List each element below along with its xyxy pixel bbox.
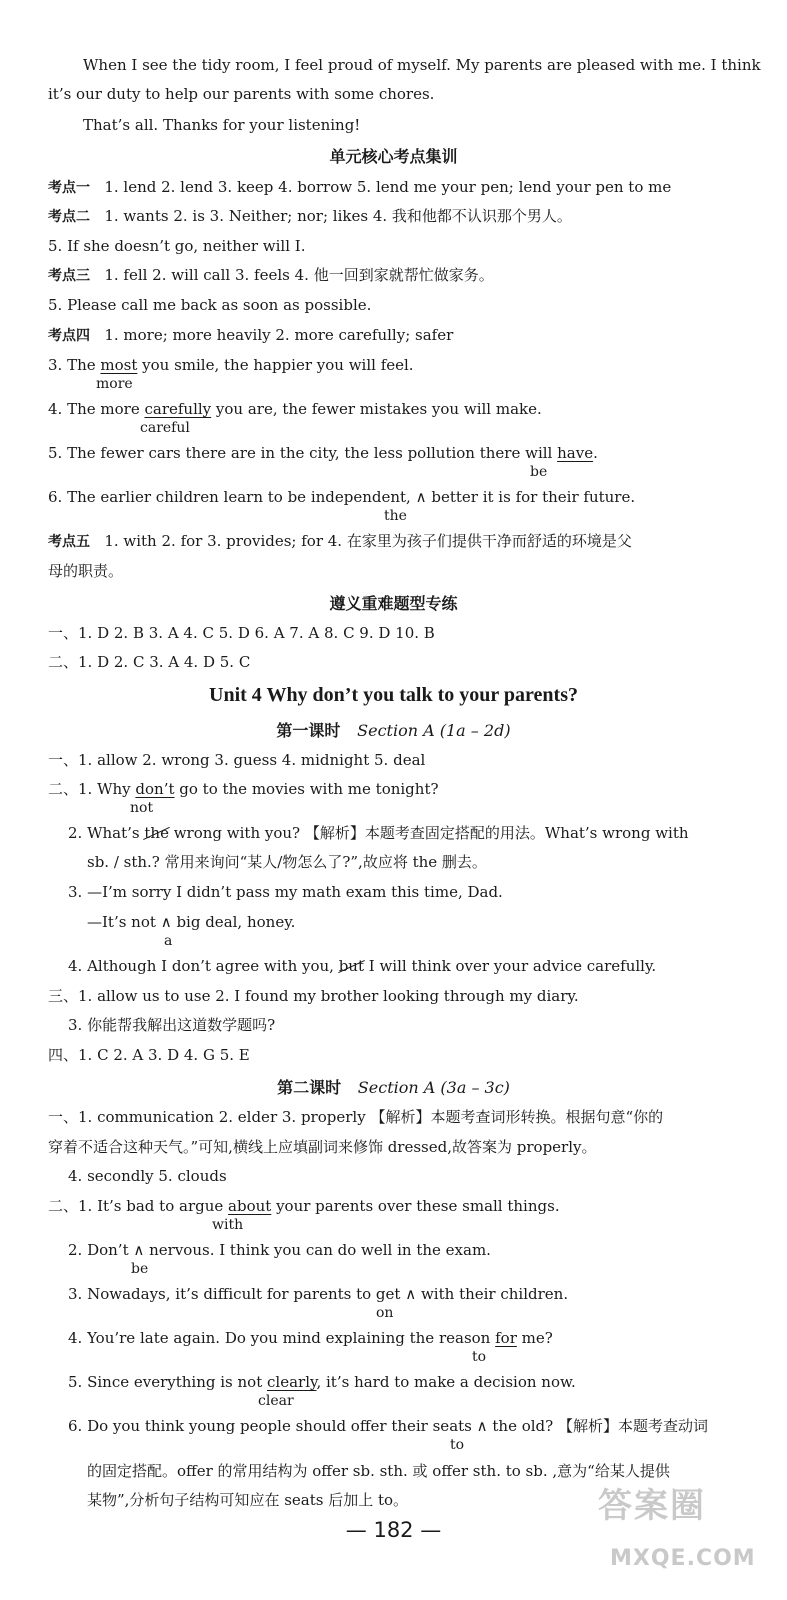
- kaodian-1: [48, 177, 671, 198]
- correction-sentence: 4. You’re late again. Do you mind explaining the reason for me?: [68, 1329, 553, 1347]
- kaodian-4: [48, 325, 453, 346]
- correction-word: to: [450, 1437, 465, 1453]
- watermark-text-bottom: MXQE.COM: [610, 1546, 756, 1571]
- page-number: — 182 —: [345, 1518, 442, 1542]
- explanation-line: 的固定搭配。offer 的常用结构为 offer sb. sth. 或 offer sth. to sb. ,意为“给某人提供: [87, 1462, 670, 1480]
- correction-sentence: 2. What’s the wrong with you? 【解析】本题考查固定搭配的用法。What’s wrong with: [68, 824, 689, 842]
- correction-sentence: 3. Nowadays, it’s difficult for parents to get ∧ with their children.: [68, 1285, 569, 1303]
- correction-sentence: 2. Don’t ∧ nervous. I think you can do well in the exam.: [68, 1241, 491, 1259]
- correction-sentence: 6. The earlier children learn to be independent, ∧ better it is for their future.: [48, 488, 636, 506]
- watermark-logo: [598, 1470, 778, 1590]
- correction-word: a: [164, 933, 173, 949]
- watermark-text-top: 答案圈: [598, 1486, 706, 1526]
- error-word: don’t: [135, 780, 175, 798]
- correction-sentence: 4. Although I don’t agree with you, but I will think over your advice carefully.: [68, 957, 657, 975]
- correction-sentence: 3. The most you smile, the happier you will feel.: [48, 356, 414, 374]
- kaodian-answers: 1. with 2. for 3. provides; for 4. 在家里为孩子们提供干净而舒适的环境是父: [104, 532, 632, 550]
- insertion-caret-icon: ∧: [160, 913, 172, 931]
- correction-word: be: [530, 464, 548, 480]
- lesson-2-part-1: 一、1. communication 2. elder 3. properly 【解析】本题考查词形转换。根据句意“你的: [48, 1108, 664, 1126]
- intro-line-3: That’s all. Thanks for your listening!: [83, 116, 361, 134]
- insertion-caret-icon: ∧: [405, 1285, 417, 1303]
- correction-sentence: 6. Do you think young people should offer their seats ∧ the old? 【解析】本题考查动词: [68, 1417, 708, 1435]
- insertion-caret-icon: ∧: [133, 1241, 145, 1259]
- error-word: carefully: [144, 400, 212, 418]
- correction-sentence: 二、1. It’s bad to argue about your parents over these small things.: [48, 1197, 560, 1215]
- kaodian-answers: 1. lend 2. lend 3. keep 4. borrow 5. lend me your pen; lend your pen to me: [104, 178, 672, 196]
- explanation-line: sb. / sth.? 常用来询问“某人/物怎么了?”,故应将 the 删去。: [87, 853, 487, 871]
- correction-sentence: —It’s not ∧ big deal, honey.: [87, 913, 296, 931]
- kaodian-label: 考点二: [48, 209, 90, 225]
- kaodian-label: 考点五: [48, 534, 90, 550]
- deleted-word: the: [144, 824, 169, 842]
- section-heading-unit-review: 单元核心考点集训: [329, 147, 458, 166]
- correction-word: careful: [140, 420, 190, 436]
- kaodian-answers: 1. more; more heavily 2. more carefully; safer: [104, 326, 454, 344]
- kaodian-answers: 1. wants 2. is 3. Neither; nor; likes 4. 我和他都不认识那个男人。: [104, 207, 572, 225]
- kaodian-2-item-5: 5. If she doesn’t go, neither will I.: [48, 237, 306, 255]
- intro-line-1: When I see the tidy room, I feel proud of myself. My parents are pleased with me. I think: [83, 56, 761, 74]
- correction-word: be: [131, 1261, 149, 1277]
- kaodian-label: 考点四: [48, 328, 90, 344]
- correction-word: with: [212, 1217, 244, 1233]
- kaodian-5: [48, 531, 632, 552]
- kaodian-3: [48, 265, 494, 286]
- correction-word: not: [130, 800, 154, 816]
- lesson-1-part-1: 一、1. allow 2. wrong 3. guess 4. midnight 5. deal: [48, 751, 426, 769]
- correction-sentence: 5. The fewer cars there are in the city, the less pollution there will have.: [48, 444, 598, 462]
- correction-word: clear: [258, 1393, 294, 1409]
- lesson-2-title: 第二课时 Section A (3a – 3c): [277, 1078, 510, 1097]
- kaodian-2: [48, 206, 572, 227]
- kaodian-answers: 1. fell 2. will call 3. feels 4. 他一回到家就帮忙做家务。: [104, 266, 494, 284]
- correction-word: more: [96, 376, 133, 392]
- section-heading-zunyi: 遵义重难题型专练: [329, 594, 458, 613]
- deleted-word: but: [338, 957, 364, 975]
- lesson-1-part-3: 三、1. allow us to use 2. I found my brother looking through my diary.: [48, 987, 579, 1005]
- error-word: clearly: [267, 1373, 317, 1391]
- error-word: have: [557, 444, 594, 462]
- lesson-2-part-1-items: 4. secondly 5. clouds: [68, 1167, 227, 1185]
- correction-word: to: [472, 1349, 487, 1365]
- zunyi-part-1: 一、1. D 2. B 3. A 4. C 5. D 6. A 7. A 8. C 9. D 10. B: [48, 624, 435, 642]
- kaodian-label: 考点三: [48, 268, 90, 284]
- explanation-line: 穿着不适合这种天气。”可知,横线上应填副词来修饰 dressed,故答案为 properly。: [48, 1138, 597, 1156]
- lesson-1-part-3-item-3: 3. 你能帮我解出这道数学题吗?: [68, 1016, 276, 1034]
- correction-word: on: [376, 1305, 394, 1321]
- intro-line-2: it’s our duty to help our parents with some chores.: [48, 85, 435, 103]
- correction-sentence: 二、1. Why don’t go to the movies with me tonight?: [48, 780, 439, 798]
- zunyi-part-2: 二、1. D 2. C 3. A 4. D 5. C: [48, 653, 251, 671]
- correction-sentence: 5. Since everything is not clearly, it’s hard to make a decision now.: [68, 1373, 576, 1391]
- dialogue-line: 3. —I’m sorry I didn’t pass my math exam this time, Dad.: [68, 883, 503, 901]
- kaodian-3-item-5: 5. Please call me back as soon as possible.: [48, 296, 372, 314]
- lesson-1-part-4: 四、1. C 2. A 3. D 4. G 5. E: [48, 1046, 250, 1064]
- lesson-1-title: 第一课时 Section A (1a – 2d): [276, 721, 511, 740]
- correction-sentence: 4. The more carefully you are, the fewer mistakes you will make.: [48, 400, 542, 418]
- error-word: most: [100, 356, 138, 374]
- insertion-caret-icon: ∧: [476, 1417, 488, 1435]
- error-word: about: [228, 1197, 272, 1215]
- insertion-caret-icon: ∧: [415, 488, 427, 506]
- kaodian-5-cont: 母的职责。: [48, 562, 124, 580]
- kaodian-label: 考点一: [48, 180, 90, 196]
- error-word: for: [495, 1329, 517, 1347]
- explanation-line: 某物”,分析句子结构可知应在 seats 后加上 to。: [87, 1491, 409, 1509]
- correction-word: the: [384, 508, 407, 524]
- unit-title: Unit 4 Why don’t you talk to your parents?: [209, 684, 578, 706]
